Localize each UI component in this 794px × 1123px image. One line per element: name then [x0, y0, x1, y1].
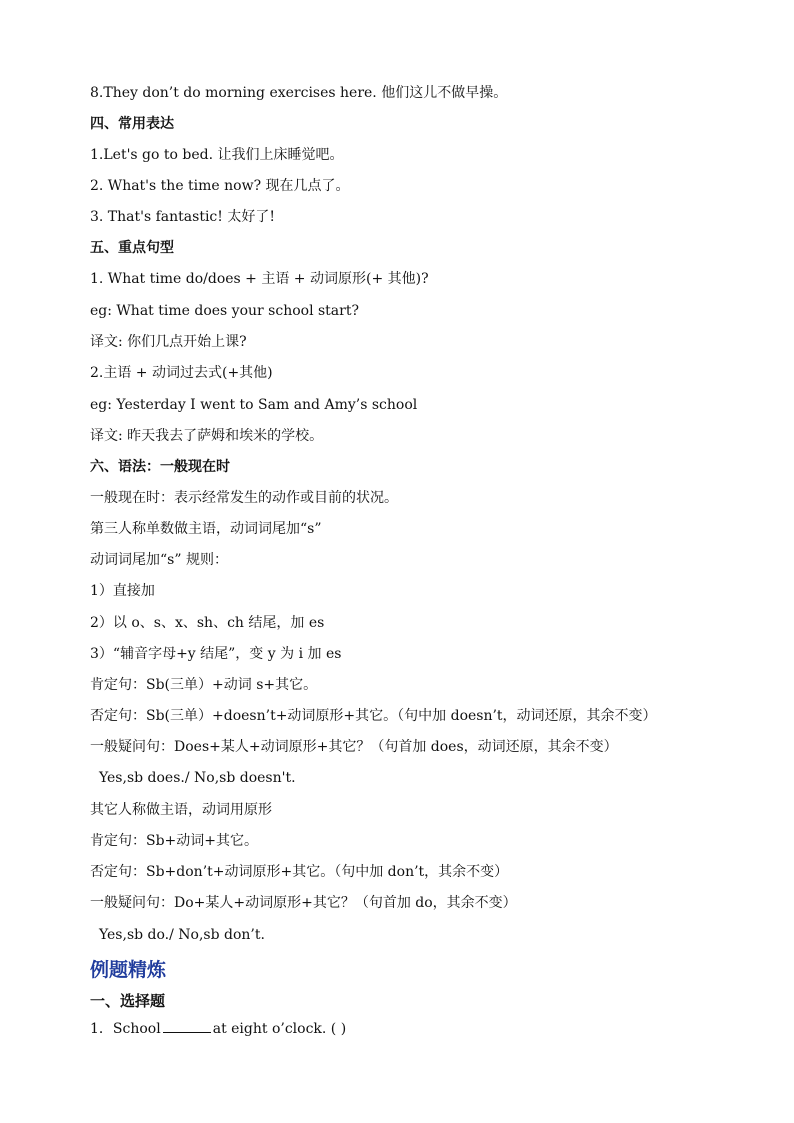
text-line: eg: Yesterday I went to Sam and Amy’s school [90, 397, 418, 413]
text-line: 一般疑问句：Do+某人+动词原形+其它？（句首加 do，其余不变） [90, 895, 517, 911]
section-heading-sentence-patterns: 五、重点句型 [90, 240, 174, 256]
text-line: 2.主语 + 动词过去式(+其他) [90, 365, 273, 381]
question-text-after: at eight o’clock. ( ) [212, 1021, 347, 1037]
text-line: 1）直接加 [90, 583, 155, 599]
section-heading-expressions: 四、常用表达 [90, 116, 174, 132]
text-line: 3. That's fantastic! 太好了! [90, 209, 275, 225]
text-line: eg: What time does your school start? [90, 303, 359, 319]
text-line: 否定句：Sb+don’t+动词原形+其它。（句中加 don’t，其余不变） [90, 864, 509, 880]
text-line: 2. What's the time now? 现在几点了。 [90, 178, 350, 194]
sub-heading: 一、选择题 [90, 992, 166, 1010]
section-title: 例题精炼 [90, 959, 167, 981]
text-line: Yes,sb does./ No,sb doesn't. [99, 770, 296, 786]
question-number: 1． [90, 1021, 113, 1037]
text-line: 否定句：Sb(三单）+doesn’t+动词原形+其它。（句中加 doesn’t，动词还原，其余不变） [90, 708, 657, 724]
text-line: 8.They don’t do morning exercises here. 他们这儿不做早操。 [90, 85, 508, 101]
text-line: 一般现在时：表示经常发生的动作或目前的状况。 [90, 490, 398, 506]
text-line: 肯定句：Sb(三单）+动词 s+其它。 [90, 677, 318, 693]
text-line: 译文: 你们几点开始上课? [90, 334, 247, 350]
text-line: 3）“辅音字母+y 结尾”，变 y 为 i 加 es [90, 646, 342, 662]
section-heading-grammar: 六、语法：一般现在时 [90, 459, 230, 475]
text-line: 肯定句：Sb+动词+其它。 [90, 833, 259, 849]
text-line: 1.Let's go to bed. 让我们上床睡觉吧。 [90, 147, 344, 163]
text-line: 其它人称做主语，动词用原形 [90, 802, 272, 818]
answer-blank[interactable] [163, 1020, 211, 1033]
text-line: 动词词尾加“s” 规则： [90, 552, 228, 568]
text-line: 1. What time do/does + 主语 + 动词原形(+ 其他)? [90, 271, 429, 287]
question-1 [90, 1020, 346, 1038]
text-line: 2）以 o、s、x、sh、ch 结尾，加 es [90, 615, 325, 631]
question-text-before: School [112, 1021, 161, 1037]
text-line: 第三人称单数做主语，动词词尾加“s” [90, 521, 322, 537]
text-line: 一般疑问句：Does+某人+动词原形+其它？（句首加 does，动词还原，其余不变） [90, 739, 618, 755]
text-line: Yes,sb do./ No,sb don’t. [99, 927, 265, 943]
text-line: 译文: 昨天我去了萨姆和埃米的学校。 [90, 428, 324, 444]
